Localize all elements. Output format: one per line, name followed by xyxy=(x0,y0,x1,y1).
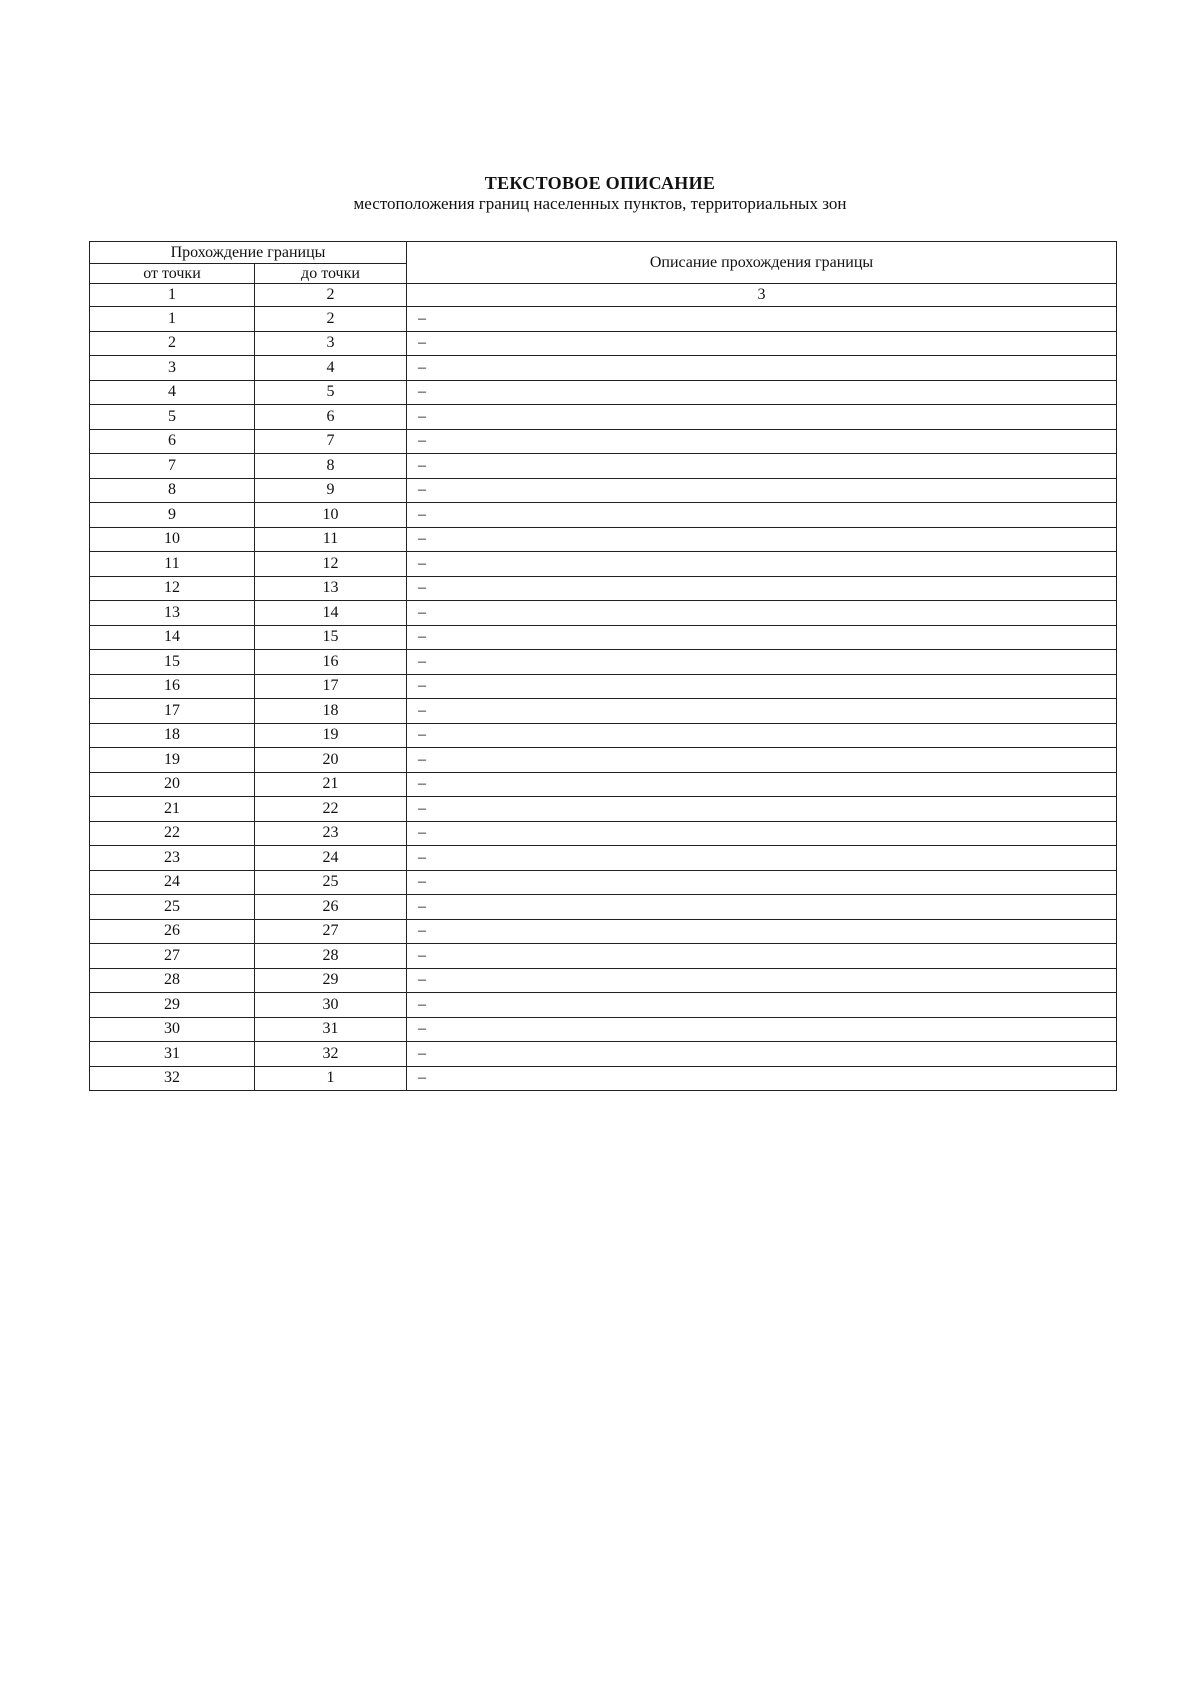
table-row xyxy=(90,1017,1117,1042)
table-row xyxy=(90,919,1117,944)
cell-description: – xyxy=(407,895,1117,920)
cell-from-point: 11 xyxy=(90,552,255,577)
cell-description: – xyxy=(407,723,1117,748)
cell-from-point: 25 xyxy=(90,895,255,920)
table-row xyxy=(90,650,1117,675)
cell-description: – xyxy=(407,307,1117,332)
cell-from-point: 1 xyxy=(90,307,255,332)
cell-description: – xyxy=(407,1042,1117,1067)
cell-to-point: 29 xyxy=(255,968,407,993)
header-col-number-3: 3 xyxy=(407,284,1117,307)
cell-description: – xyxy=(407,846,1117,871)
table-row xyxy=(90,552,1117,577)
boundary-description-table xyxy=(89,241,1117,1091)
table-row xyxy=(90,1042,1117,1067)
header-boundary-passage: Прохождение границы xyxy=(90,242,407,264)
table-row xyxy=(90,772,1117,797)
cell-description: – xyxy=(407,380,1117,405)
table-row xyxy=(90,748,1117,773)
cell-description: – xyxy=(407,919,1117,944)
cell-to-point: 13 xyxy=(255,576,407,601)
cell-from-point: 2 xyxy=(90,331,255,356)
cell-description: – xyxy=(407,821,1117,846)
table-row xyxy=(90,993,1117,1018)
table-row xyxy=(90,968,1117,993)
cell-description: – xyxy=(407,699,1117,724)
cell-to-point: 5 xyxy=(255,380,407,405)
cell-description: – xyxy=(407,797,1117,822)
cell-description: – xyxy=(407,454,1117,479)
cell-from-point: 6 xyxy=(90,429,255,454)
cell-to-point: 1 xyxy=(255,1066,407,1091)
cell-from-point: 19 xyxy=(90,748,255,773)
cell-from-point: 28 xyxy=(90,968,255,993)
table-row xyxy=(90,454,1117,479)
table-row xyxy=(90,625,1117,650)
cell-description: – xyxy=(407,625,1117,650)
cell-from-point: 15 xyxy=(90,650,255,675)
cell-to-point: 15 xyxy=(255,625,407,650)
cell-from-point: 27 xyxy=(90,944,255,969)
table-row xyxy=(90,503,1117,528)
table-row xyxy=(90,380,1117,405)
cell-from-point: 16 xyxy=(90,674,255,699)
table-body xyxy=(90,307,1117,1091)
table-row xyxy=(90,821,1117,846)
cell-to-point: 17 xyxy=(255,674,407,699)
cell-to-point: 16 xyxy=(255,650,407,675)
cell-to-point: 23 xyxy=(255,821,407,846)
cell-from-point: 21 xyxy=(90,797,255,822)
cell-from-point: 3 xyxy=(90,356,255,381)
cell-description: – xyxy=(407,1017,1117,1042)
table-row xyxy=(90,576,1117,601)
cell-from-point: 12 xyxy=(90,576,255,601)
cell-description: – xyxy=(407,503,1117,528)
cell-description: – xyxy=(407,478,1117,503)
table-row xyxy=(90,307,1117,332)
cell-from-point: 31 xyxy=(90,1042,255,1067)
cell-from-point: 24 xyxy=(90,870,255,895)
cell-from-point: 26 xyxy=(90,919,255,944)
cell-from-point: 4 xyxy=(90,380,255,405)
header-row-numbers xyxy=(90,284,1117,307)
cell-to-point: 20 xyxy=(255,748,407,773)
cell-to-point: 8 xyxy=(255,454,407,479)
table-row xyxy=(90,429,1117,454)
table-row xyxy=(90,723,1117,748)
table-row xyxy=(90,944,1117,969)
table-row xyxy=(90,895,1117,920)
table-row xyxy=(90,331,1117,356)
cell-from-point: 13 xyxy=(90,601,255,626)
cell-description: – xyxy=(407,993,1117,1018)
cell-to-point: 4 xyxy=(255,356,407,381)
header-row-group xyxy=(90,242,1117,264)
cell-to-point: 6 xyxy=(255,405,407,430)
table-row xyxy=(90,1066,1117,1091)
cell-description: – xyxy=(407,356,1117,381)
cell-from-point: 20 xyxy=(90,772,255,797)
cell-to-point: 32 xyxy=(255,1042,407,1067)
cell-to-point: 19 xyxy=(255,723,407,748)
cell-description: – xyxy=(407,331,1117,356)
cell-from-point: 8 xyxy=(90,478,255,503)
table-row xyxy=(90,527,1117,552)
table-row xyxy=(90,870,1117,895)
cell-to-point: 25 xyxy=(255,870,407,895)
cell-description: – xyxy=(407,968,1117,993)
header-col-number-1: 1 xyxy=(90,284,255,307)
cell-from-point: 18 xyxy=(90,723,255,748)
cell-description: – xyxy=(407,650,1117,675)
cell-to-point: 28 xyxy=(255,944,407,969)
cell-from-point: 10 xyxy=(90,527,255,552)
cell-from-point: 23 xyxy=(90,846,255,871)
cell-from-point: 32 xyxy=(90,1066,255,1091)
cell-from-point: 29 xyxy=(90,993,255,1018)
cell-from-point: 9 xyxy=(90,503,255,528)
cell-from-point: 22 xyxy=(90,821,255,846)
cell-description: – xyxy=(407,870,1117,895)
cell-from-point: 17 xyxy=(90,699,255,724)
header-col-number-2: 2 xyxy=(255,284,407,307)
cell-to-point: 2 xyxy=(255,307,407,332)
table-row xyxy=(90,699,1117,724)
cell-to-point: 30 xyxy=(255,993,407,1018)
cell-to-point: 27 xyxy=(255,919,407,944)
table-row xyxy=(90,674,1117,699)
table-row xyxy=(90,405,1117,430)
cell-from-point: 7 xyxy=(90,454,255,479)
table-row xyxy=(90,601,1117,626)
document-title: ТЕКСТОВОЕ ОПИСАНИЕ xyxy=(484,173,716,193)
cell-description: – xyxy=(407,429,1117,454)
cell-to-point: 24 xyxy=(255,846,407,871)
header-from-point: от точки xyxy=(90,264,255,284)
cell-to-point: 14 xyxy=(255,601,407,626)
cell-to-point: 12 xyxy=(255,552,407,577)
cell-to-point: 26 xyxy=(255,895,407,920)
cell-description: – xyxy=(407,552,1117,577)
cell-from-point: 5 xyxy=(90,405,255,430)
cell-to-point: 22 xyxy=(255,797,407,822)
cell-to-point: 31 xyxy=(255,1017,407,1042)
cell-description: – xyxy=(407,576,1117,601)
cell-description: – xyxy=(407,944,1117,969)
cell-to-point: 11 xyxy=(255,527,407,552)
document-subtitle: местоположения границ населенных пунктов, территориальных зон xyxy=(353,194,847,213)
cell-description: – xyxy=(407,601,1117,626)
cell-to-point: 21 xyxy=(255,772,407,797)
cell-to-point: 18 xyxy=(255,699,407,724)
table-row xyxy=(90,478,1117,503)
cell-description: – xyxy=(407,1066,1117,1091)
table-row xyxy=(90,846,1117,871)
header-description: Описание прохождения границы xyxy=(407,242,1117,284)
cell-to-point: 7 xyxy=(255,429,407,454)
cell-from-point: 30 xyxy=(90,1017,255,1042)
page-header xyxy=(0,172,1200,214)
header-to-point: до точки xyxy=(255,264,407,284)
cell-to-point: 3 xyxy=(255,331,407,356)
cell-description: – xyxy=(407,748,1117,773)
cell-description: – xyxy=(407,772,1117,797)
cell-description: – xyxy=(407,405,1117,430)
table-row xyxy=(90,797,1117,822)
cell-description: – xyxy=(407,674,1117,699)
cell-to-point: 10 xyxy=(255,503,407,528)
cell-to-point: 9 xyxy=(255,478,407,503)
table-row xyxy=(90,356,1117,381)
cell-from-point: 14 xyxy=(90,625,255,650)
cell-description: – xyxy=(407,527,1117,552)
